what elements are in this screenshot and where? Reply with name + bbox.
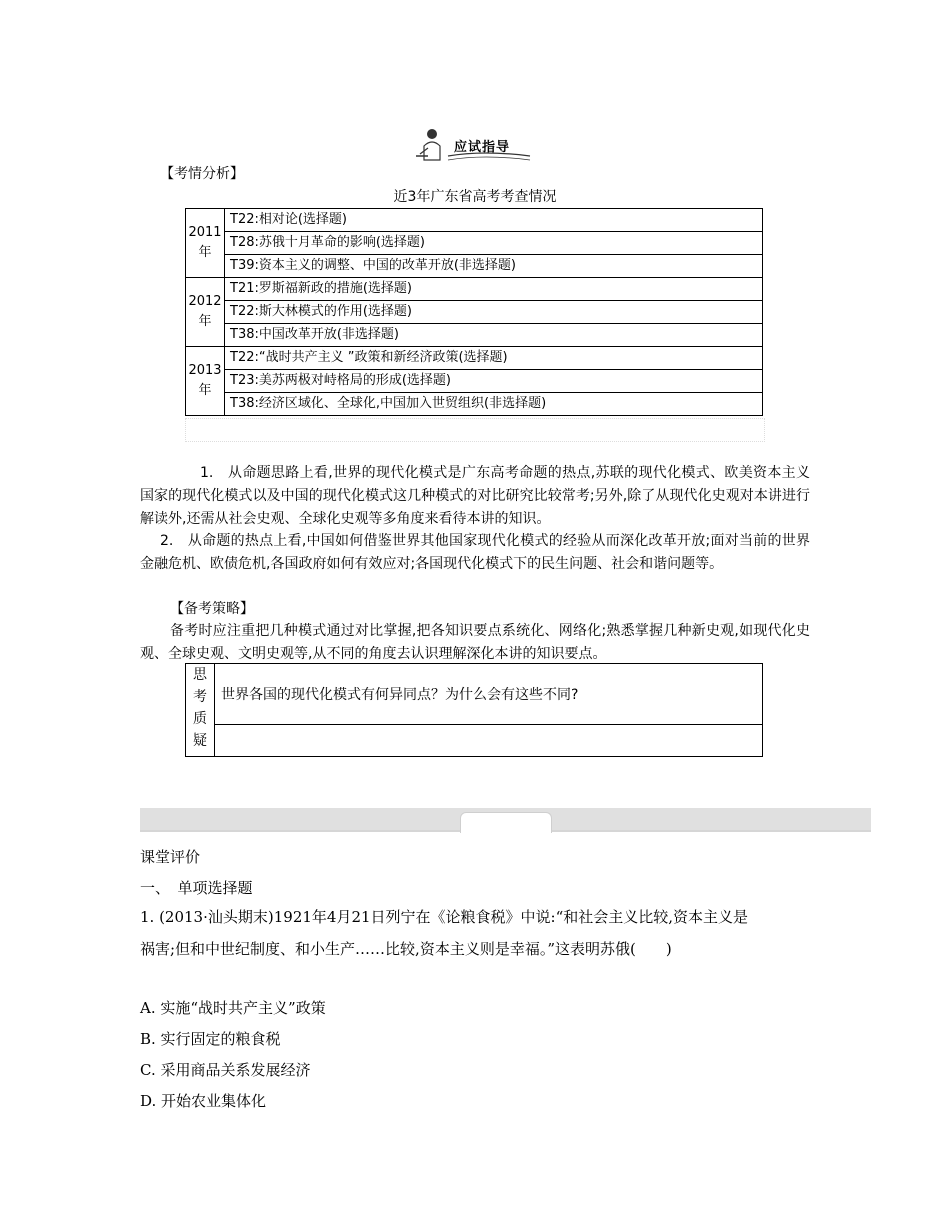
option-c[interactable]: C. 采用商品关系发展经济 bbox=[140, 1061, 311, 1079]
think-char: 考 bbox=[193, 689, 207, 705]
table-cell: T38:经济区域化、全球化,中国加入世贸组织(非选择题) bbox=[225, 393, 763, 416]
year-cell: 2013年 bbox=[186, 347, 225, 416]
table-cell: T21:罗斯福新政的措施(选择题) bbox=[225, 278, 763, 301]
option-d[interactable]: D. 开始农业集体化 bbox=[140, 1092, 267, 1110]
think-label bbox=[186, 664, 215, 757]
table-cell: T28:苏俄十月革命的影响(选择题) bbox=[225, 232, 763, 255]
answer-cell bbox=[215, 724, 763, 756]
table-row bbox=[186, 278, 763, 301]
section-title: 一、 单项选择题 bbox=[140, 879, 253, 897]
year-cell: 2011年 bbox=[186, 209, 225, 278]
think-char: 质 bbox=[193, 711, 207, 727]
think-question: 世界各国的现代化模式有何异同点？为什么会有这些不同? bbox=[215, 664, 763, 725]
table-row bbox=[186, 209, 763, 232]
table-cell: T22:斯大林模式的作用(选择题) bbox=[225, 301, 763, 324]
evaluation-title: 课堂评价 bbox=[140, 848, 201, 866]
table-row bbox=[186, 347, 763, 370]
table-cell: T22:相对论(选择题) bbox=[225, 209, 763, 232]
table-cell: T38:中国改革开放(非选择题) bbox=[225, 324, 763, 347]
analysis-paragraph-1: 1. 从命题思路上看,世界的现代化模式是广东高考命题的热点,苏联的现代化模式、欧美资本主义国家的现代化模式以及中国的现代化模式这几种模式的对比研究比较常考;另外,除了从现代化史观对本讲进行解读外,还需从社会史观、全球化史观等多角度来看待本讲的知识。 bbox=[140, 465, 810, 527]
divider-tab bbox=[460, 812, 552, 833]
table-row bbox=[186, 255, 763, 278]
option-b[interactable]: B. 实行固定的粮食税 bbox=[140, 1030, 281, 1048]
table-cell: T39:资本主义的调整、中国的改革开放(非选择题) bbox=[225, 255, 763, 278]
strategy-paragraph: 备考时应注重把几种模式通过对比掌握,把各知识要点系统化、网络化;熟悉掌握几种新史观,如现代化史观、全球史观、文明史观等,从不同的角度去认识理解深化本讲的知识要点。 bbox=[140, 623, 810, 662]
table-caption: 近3年广东省高考考查情况 bbox=[393, 189, 557, 205]
exam-table bbox=[185, 208, 763, 416]
analysis-paragraph-2: 2. 从命题的热点上看,中国如何借鉴世界其他国家现代化模式的经验从而深化改革开放;面对当前的世界金融危机、欧债危机,各国政府如何有效应对;各国现代化模式下的民生问题、社会和谐问题等。 bbox=[140, 533, 810, 572]
year-cell: 2012年 bbox=[186, 278, 225, 347]
empty-box bbox=[185, 418, 765, 442]
table-row bbox=[186, 232, 763, 255]
think-char: 疑 bbox=[193, 733, 207, 749]
table-row bbox=[186, 393, 763, 416]
analysis-heading: 【考情分析】 bbox=[160, 166, 244, 182]
option-a[interactable]: A. 实施“战时共产主义”政策 bbox=[140, 999, 326, 1017]
think-table bbox=[185, 663, 763, 757]
table-row bbox=[186, 301, 763, 324]
question-1-line-2: 祸害;但和中世纪制度、和小生产……比较,资本主义则是幸福。”这表明苏俄( ) bbox=[140, 940, 672, 958]
think-char: 思 bbox=[193, 667, 207, 683]
table-row bbox=[186, 324, 763, 347]
table-row bbox=[186, 370, 763, 393]
strategy-heading: 【备考策略】 bbox=[170, 601, 254, 617]
guide-banner bbox=[414, 126, 534, 166]
banner-label: 应试指导 bbox=[454, 140, 511, 155]
table-cell: T22:“战时共产主义 ”政策和新经济政策(选择题) bbox=[225, 347, 763, 370]
question-1-line-1: 1. (2013·汕头期末)1921年4月21日列宁在《论粮食税》中说:“和社会主义比较,资本主义是 bbox=[140, 908, 749, 926]
table-cell: T23:美苏两极对峙格局的形成(选择题) bbox=[225, 370, 763, 393]
